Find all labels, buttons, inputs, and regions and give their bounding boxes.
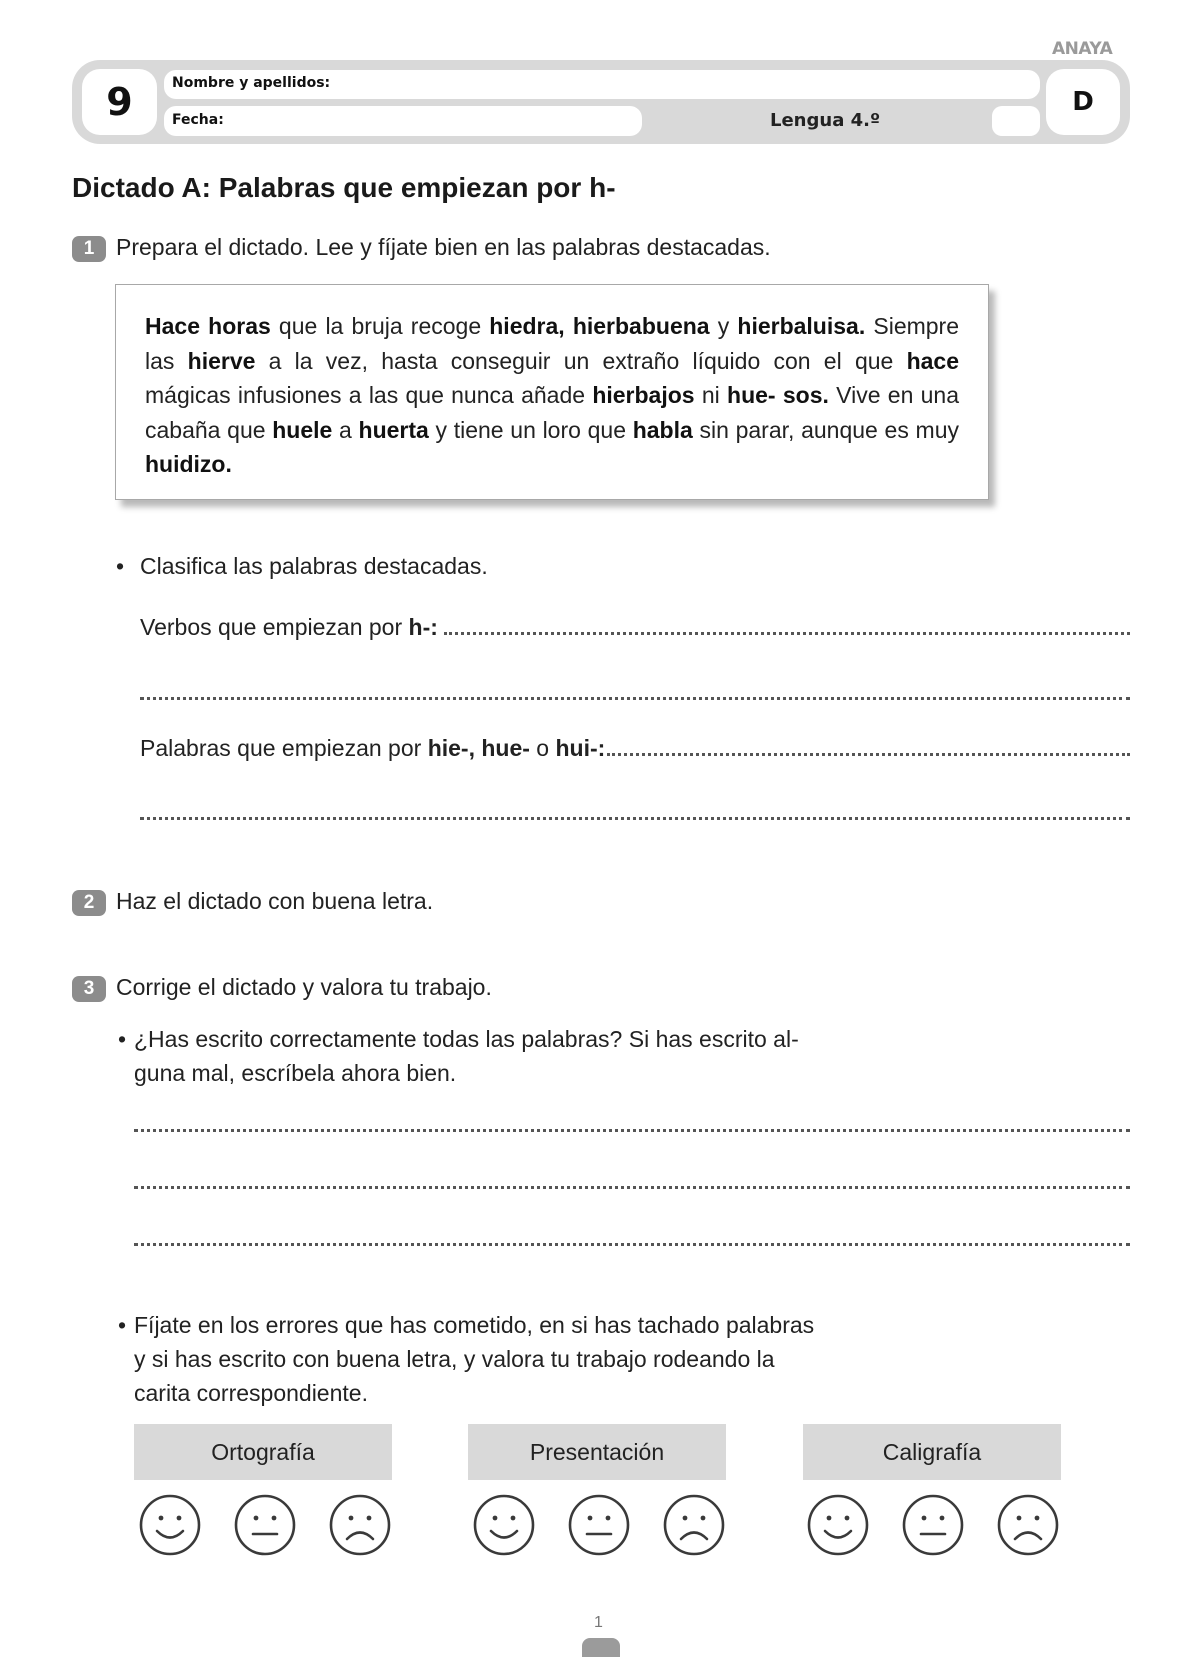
passage-text: y xyxy=(709,313,738,339)
highlighted-word: huele xyxy=(272,416,333,443)
classify-prompt-text: Clasifica las palabras destacadas. xyxy=(140,553,488,579)
highlighted-word: hierbabuena xyxy=(572,313,710,339)
exercise-number-3: 3 xyxy=(72,976,106,1002)
date-label: Fecha: xyxy=(172,112,224,128)
verbs-answer-line-2[interactable] xyxy=(140,697,1130,700)
highlighted-word: hue- xyxy=(727,382,776,408)
highlighted-word: hiedra, xyxy=(489,313,565,339)
highlighted-word: habla xyxy=(632,416,693,443)
exercise-2-statement: Haz el dictado con buena letra. xyxy=(116,888,434,914)
subject-label: Lengua 4.º xyxy=(770,110,881,131)
verbs-label: Verbos que empiezan por h-: xyxy=(140,614,438,640)
date-field[interactable] xyxy=(164,106,642,136)
passage-text: sin parar, aunque es muy xyxy=(692,416,959,443)
highlighted-word: hierve xyxy=(187,347,256,374)
dictation-passage xyxy=(145,309,959,482)
exercise-number-1: 1 xyxy=(72,236,106,262)
exercise-1-statement: Prepara el dictado. Lee y fíjate bien en las palabras destacadas. xyxy=(116,234,771,260)
verbs-answer-row[interactable] xyxy=(140,614,1130,641)
correction-line-2[interactable] xyxy=(134,1186,1130,1189)
passage-text: a xyxy=(332,416,359,443)
grade-field[interactable] xyxy=(992,106,1040,136)
highlighted-word: huidizo. xyxy=(145,451,232,477)
dictation-text-box xyxy=(115,284,989,500)
bullet-icon: • xyxy=(116,553,125,579)
correction-prompt: • ¿Has escrito correctamente todas las palabras? Si has escrito al- guna mal, escríbela ahora bien. xyxy=(118,1022,908,1090)
highlighted-word: Hace xyxy=(145,313,200,339)
neutral-face-icon[interactable] xyxy=(567,1493,631,1557)
highlighted-word: huerta xyxy=(358,416,429,443)
happy-face-icon[interactable] xyxy=(138,1493,202,1557)
rating-presentacion: Presentación xyxy=(468,1424,726,1480)
passage-text: y tiene un loro que xyxy=(428,416,633,443)
neutral-face-icon[interactable] xyxy=(901,1493,965,1557)
words-answer-line[interactable] xyxy=(607,753,1130,756)
happy-face-icon[interactable] xyxy=(472,1493,536,1557)
rating-ortografia: Ortografía xyxy=(134,1424,392,1480)
name-label: Nombre y apellidos: xyxy=(172,75,331,91)
passage-text: a la vez, hasta conseguir un extraño líquido con el que xyxy=(255,347,907,374)
passage-text xyxy=(776,382,783,408)
page-tab xyxy=(582,1638,620,1657)
passage-text: ni xyxy=(694,382,728,408)
sad-face-icon[interactable] xyxy=(996,1493,1060,1557)
words-answer-row[interactable] xyxy=(140,735,1130,762)
page-title: Dictado A: Palabras que empiezan por h- xyxy=(72,172,616,203)
verbs-answer-line[interactable] xyxy=(444,632,1130,635)
words-answer-line-2[interactable] xyxy=(140,817,1130,820)
highlighted-word: sos. xyxy=(782,382,829,408)
passage-text xyxy=(565,313,573,339)
passage-text: que la bruja recoge xyxy=(270,313,490,339)
passage-text: mágicas infusiones a las que nunca añade xyxy=(145,382,593,408)
passage-text: Siempre las xyxy=(145,313,960,374)
correction-line-3[interactable] xyxy=(134,1243,1130,1246)
publisher-logo: ANAYA xyxy=(1052,39,1113,59)
highlighted-word: hierbaluisa. xyxy=(737,313,866,339)
bullet-icon: • xyxy=(118,1026,127,1052)
unit-number: 9 xyxy=(82,69,157,135)
passage-text xyxy=(200,313,208,339)
passage-text: Vive en una cabaña que xyxy=(145,382,960,443)
exercise-3-statement: Corrige el dictado y valora tu trabajo. xyxy=(116,974,492,1000)
happy-face-icon[interactable] xyxy=(806,1493,870,1557)
bullet-icon: • xyxy=(118,1312,127,1338)
self-assessment-prompt: • Fíjate en los errores que has cometido, en si has tachado palabras y si has escrito con buena letra, y valora tu trabajo rodeando la carita correspondiente. xyxy=(118,1308,908,1410)
highlighted-word: hierbajos xyxy=(592,382,695,408)
exercise-number-2: 2 xyxy=(72,890,106,916)
sad-face-icon[interactable] xyxy=(328,1493,392,1557)
highlighted-word: horas xyxy=(208,313,271,339)
correction-line-1[interactable] xyxy=(134,1129,1130,1132)
page-number: 1 xyxy=(594,1614,603,1631)
neutral-face-icon[interactable] xyxy=(233,1493,297,1557)
level-letter: D xyxy=(1046,69,1120,135)
rating-caligrafia: Caligrafía xyxy=(803,1424,1061,1480)
classify-prompt xyxy=(116,549,488,583)
words-label: Palabras que empiezan por hie-, hue- o hui-: xyxy=(140,735,606,761)
highlighted-word: hace xyxy=(906,347,959,374)
sad-face-icon[interactable] xyxy=(662,1493,726,1557)
